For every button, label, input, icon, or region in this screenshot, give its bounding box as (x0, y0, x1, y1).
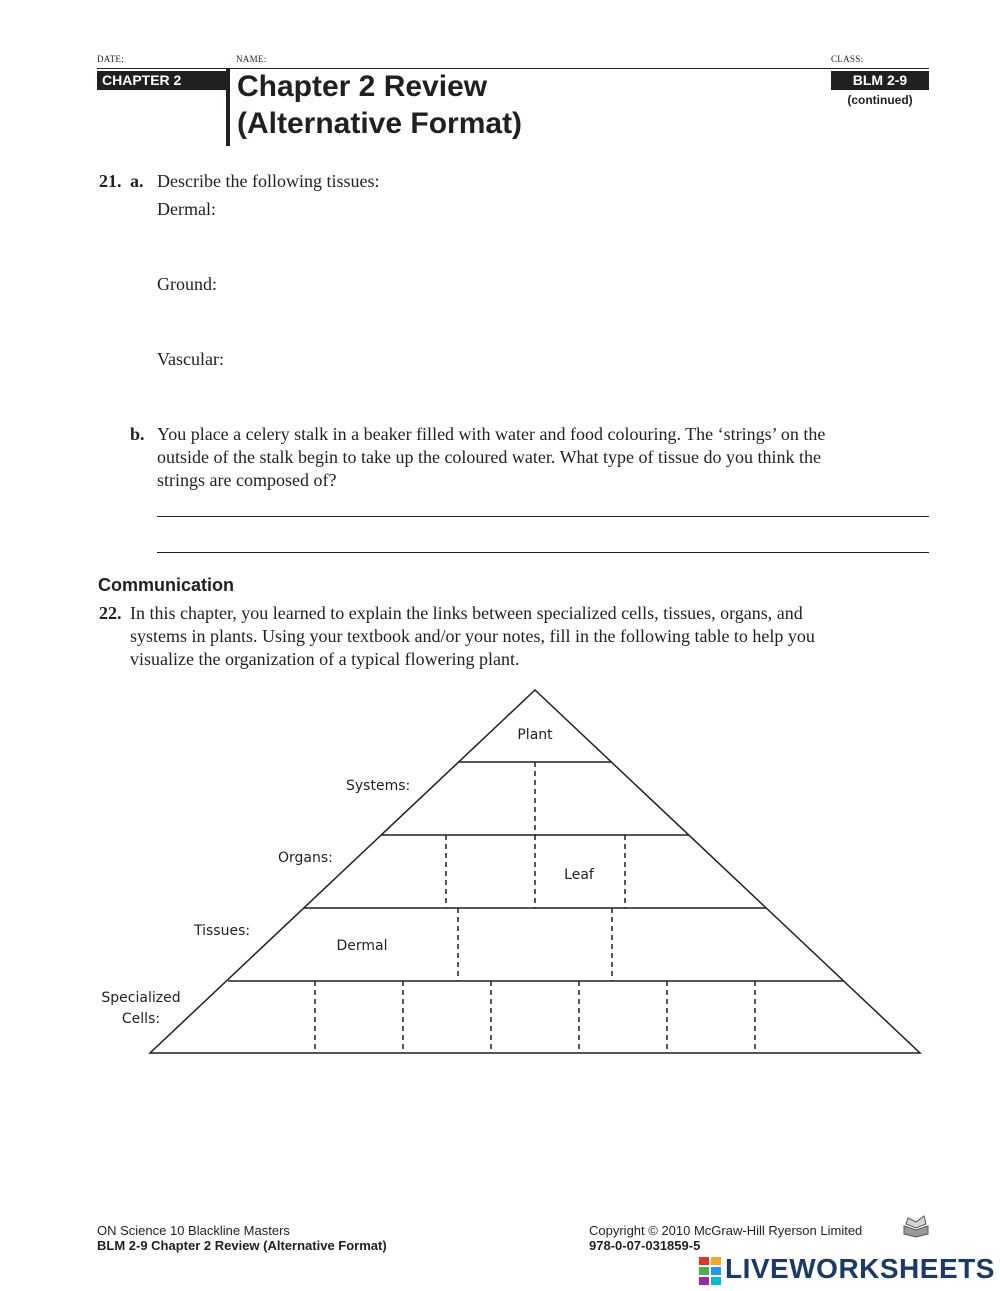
footer-document-title: BLM 2-9 Chapter 2 Review (Alternative Format) (97, 1238, 387, 1253)
ground-prompt: Ground: (157, 274, 217, 294)
name-label: NAME: (236, 54, 267, 64)
footer-copyright: Copyright © 2010 McGraw-Hill Ryerson Limited (589, 1223, 863, 1238)
blm-badge: BLM 2-9 (831, 71, 929, 90)
title-line-2: (Alternative Format) (237, 107, 523, 140)
footer-left (97, 1223, 387, 1253)
continued-note: (continued) (847, 93, 913, 107)
question-22-line-1: In this chapter, you learned to explain the links between specialized cells, tissues, organs, and (130, 603, 803, 623)
liveworksheets-logo-icon (698, 1256, 722, 1286)
question-21a-text: Describe the following tissues: (157, 171, 380, 191)
organs-label: Organs: (278, 850, 333, 866)
tissues-example-dermal: Dermal (336, 938, 388, 954)
question-21b-letter: b. (130, 424, 145, 444)
question-21b-line-3: strings are composed of? (157, 470, 337, 490)
footer-series: ON Science 10 Blackline Masters (97, 1223, 290, 1238)
question-21-number: 21. (99, 171, 122, 191)
organs-example-leaf: Leaf (564, 867, 594, 883)
title-line-1: Chapter 2 Review (237, 70, 488, 103)
question-22-number: 22. (99, 603, 122, 623)
question-21b-line-1: You place a celery stalk in a beaker filled with water and food colouring. The ‘strings’ on the (157, 424, 826, 444)
footer-isbn: 978-0-07-031859-5 (589, 1238, 701, 1253)
specialized-cells-label-line-2: Cells: (121, 1011, 161, 1027)
question-22-line-3: visualize the organization of a typical flowering plant. (130, 649, 520, 669)
section-heading-communication: Communication (98, 575, 235, 595)
liveworksheets-brand: LIVEWORKSHEETS (725, 1253, 995, 1284)
chapter-badge: CHAPTER 2 (97, 71, 226, 90)
open-book-icon (902, 1212, 930, 1238)
question-21b-line-2: outside of the stalk begin to take up the coloured water. What type of tissue do you think the (157, 447, 822, 467)
vascular-prompt: Vascular: (157, 349, 224, 369)
specialized-cells-label-line-1: Specialized (101, 990, 181, 1006)
question-21a-letter: a. (130, 171, 144, 191)
tissues-label: Tissues: (194, 923, 251, 939)
systems-label: Systems: (346, 778, 411, 794)
pyramid-top-label: Plant (517, 727, 553, 743)
class-label: CLASS: (831, 54, 864, 64)
footer-right (589, 1223, 862, 1253)
date-label: DATE: (97, 54, 124, 64)
dermal-prompt: Dermal: (157, 199, 216, 219)
question-22-line-2: systems in plants. Using your textbook and/or your notes, fill in the following table to help you (130, 626, 815, 646)
